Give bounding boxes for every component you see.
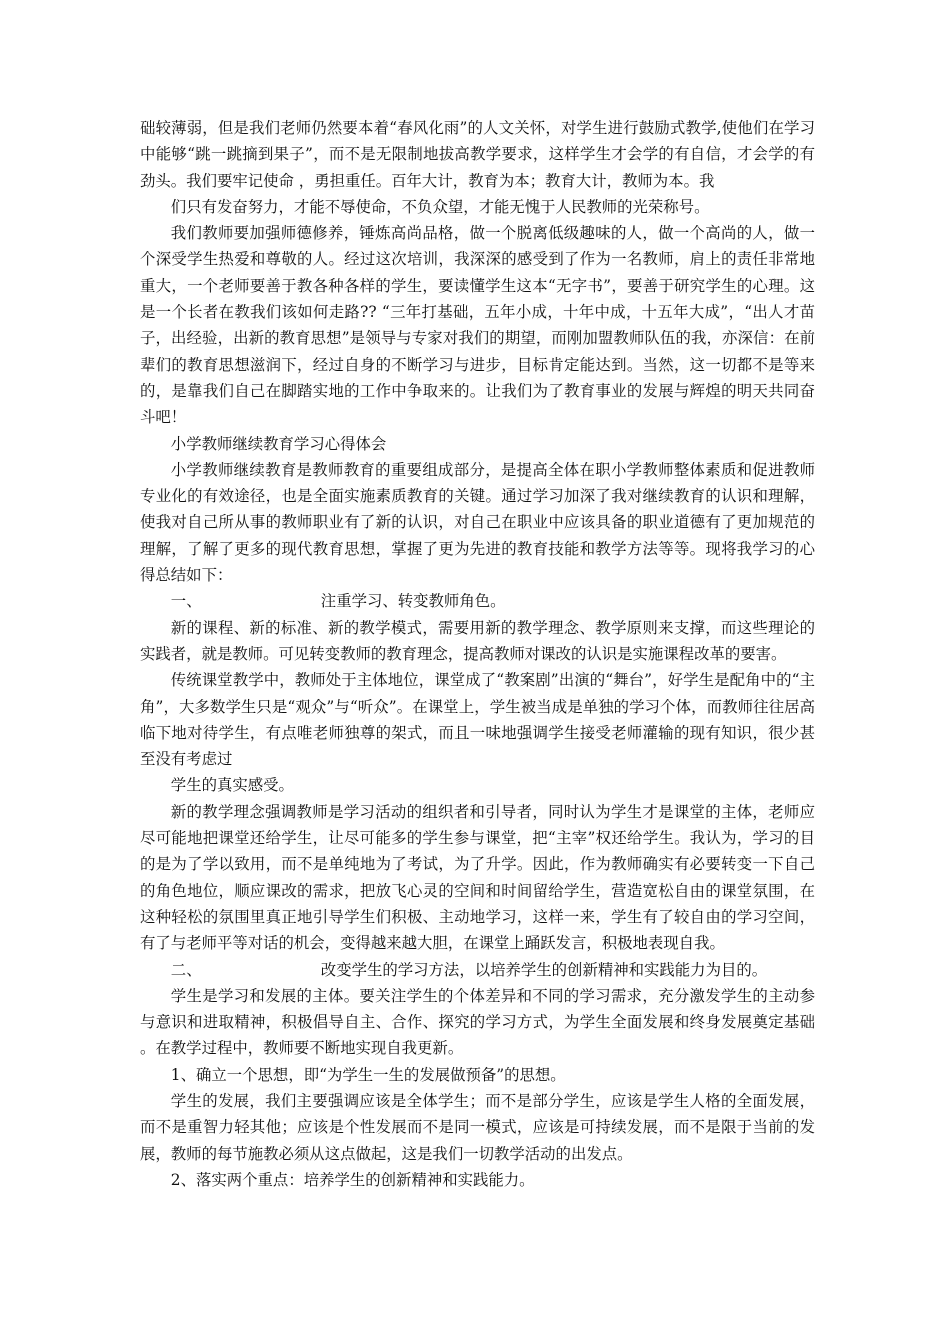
section-number-2: 二、 xyxy=(170,960,202,979)
section-title-1: 注重学习、转变教师角色。 xyxy=(320,592,506,611)
section-number-1: 一、 xyxy=(170,592,202,611)
subheading-1: 1、确立一个思想，即“为学生一生的发展做预备”的思想。 xyxy=(170,1065,566,1084)
subheading-2: 2、落实两个重点：培养学生的创新精神和实践能力。 xyxy=(170,1170,535,1189)
section-title-2: 改变学生的学习方法，以培养学生的创新精神和实践能力为目的。 xyxy=(320,960,768,979)
paragraph-new-curriculum: 新的课程、新的标准、新的教学模式，需要用新的教学理念、教学原则来支撑，而这些理论的实践者，就是教师。可见转变教师的教育理念，提高教师对课改的认识是实施课程改革的要害。 xyxy=(140,618,815,663)
article-title: 小学教师继续教育学习心得体会 xyxy=(170,434,387,453)
paragraph-continued-line: 们只有发奋努力，才能不辱使命，不负众望，才能无愧于人民教师的光荣称号。 xyxy=(170,197,710,216)
section-heading-1 xyxy=(140,588,815,614)
paragraph-continued: 础较薄弱，但是我们老师仍然要本着“春风化雨”的人文关怀，对学生进行鼓励式教学,使他们在学习中能够“跳一跳摘到果子”，而不是无限制地拔高教学要求，这样学生才会学的有自信，才会学的有劲头。我们要牢记使命 ，勇担重任。百年大计，教育为本；教育大计，教师为本。我 xyxy=(140,119,815,190)
paragraph-ethics: 我们教师要加强师德修养，锤炼高尚品格，做一个脱离低级趣味的人，做一个高尚的人，做一个深受学生热爱和尊敬的人。经过这次培训，我深深的感受到了作为一名教师，肩上的责任非常地重大，一个老师要善于教各种各样的学生，要读懂学生这本“无字书”，要善于研究学生的心理。这是一个长者在教我们该如何走路?? “三年打基础，五年小成，十年中成，十五年大成”，“出人才苗子，出经验，出新的教育思想”是领导与专家对我们的期望，而刚加盟教师队伍的我，亦深信：在前辈们的教育思想滋润下，经过自身的不断学习与进步，目标肯定能达到。当然，这一切都不是等来的，是靠我们自己在脚踏实地的工作中争取来的。让我们为了教育事业的发展与辉煌的明天共同奋斗吧！ xyxy=(140,224,815,427)
paragraph-traditional-classroom: 传统课堂教学中，教师处于主体地位，课堂成了“教案剧”出演的“舞台”，好学生是配角中的“主角”，大多数学生只是“观众”与“听众”。在课堂上，学生被当成是单独的学习个体，而教师往往居高临下地对待学生，有点唯老师独尊的架式，而且一味地强调学生接受老师灌输的现有知识，很少甚至没有考虑过 xyxy=(140,671,815,769)
section-heading-2 xyxy=(140,957,815,983)
paragraph-intro: 小学教师继续教育是教师教育的重要组成部分，是提高全体在职小学教师整体素质和促进教师专业化的有效途径，也是全面实施素质教育的关键。通过学习加深了我对继续教育的认识和理解，使我对自己所从事的教师职业有了新的认识，对自己在职业中应该具备的职业道德有了更加规范的理解，了解了更多的现代教育思想，掌握了更为先进的教育技能和教学方法等等。现将我学习的心得总结如下： xyxy=(140,460,815,585)
paragraph-new-concept: 新的教学理念强调教师是学习活动的组织者和引导者，同时认为学生才是课堂的主体，老师应尽可能地把课堂还给学生，让尽可能多的学生参与课堂，把“主宰”权还给学生。我认为，学习的目的是为了学以致用，而不是单纯地为了考试，为了升学。因此，作为教师确实有必要转变一下自己的角色地位，顺应课改的需求，把放飞心灵的空间和时间留给学生，营造宽松自由的课堂氛围，在这种轻松的氛围里真正地引导学生们积极、主动地学习，这样一来，学生有了较自由的学习空间，有了与老师平等对话的机会，变得越来越大胆，在课堂上踊跃发言，积极地表现自我。 xyxy=(140,802,815,953)
paragraph-real-feelings: 学生的真实感受。 xyxy=(170,776,294,795)
document-body xyxy=(140,115,815,1193)
paragraph-student-development: 学生的发展，我们主要强调应该是全体学生；而不是部分学生，应该是学生人格的全面发展，而不是重智力轻其他；应该是个性发展而不是同一模式，应该是可持续发展，而不是限于当前的发展，教师的每节施教必须从这点做起，这是我们一切教学活动的出发点。 xyxy=(140,1091,815,1163)
paragraph-student-subject: 学生是学习和发展的主体。要关注学生的个体差异和不同的学习需求，充分激发学生的主动参与意识和进取精神，积极倡导自主、合作、探究的学习方式，为学生全面发展和终身发展奠定基础。在教学过程中，教师要不断地实现自我更新。 xyxy=(140,986,815,1058)
